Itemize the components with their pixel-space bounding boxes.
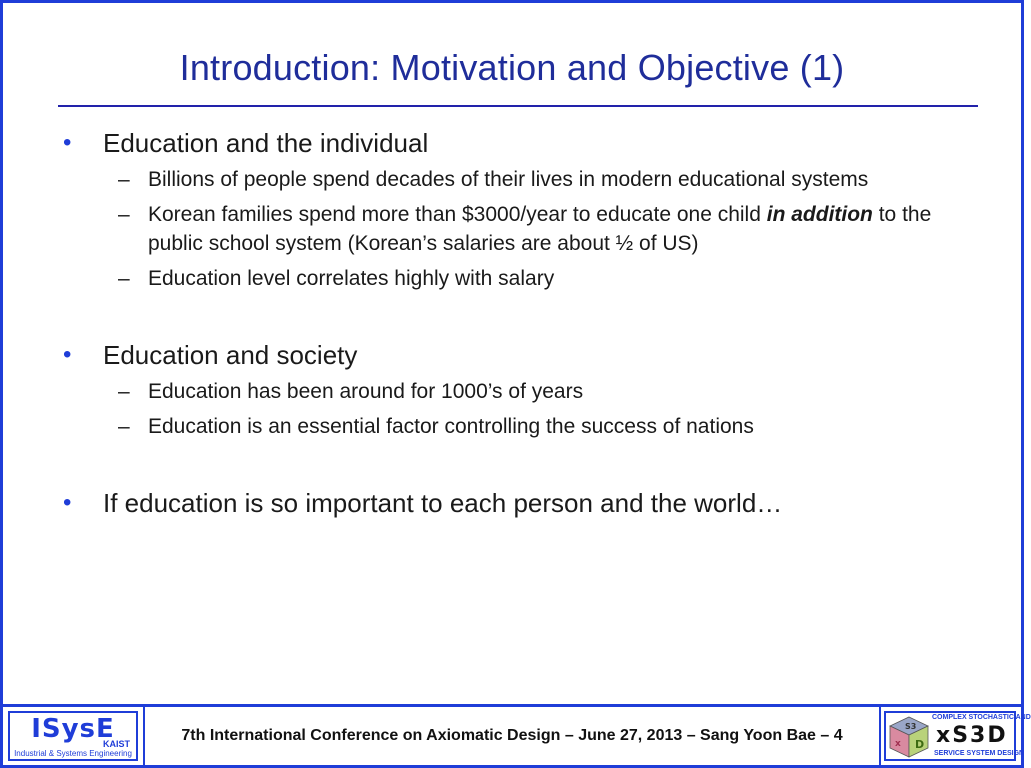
sub-bullet <box>63 200 983 258</box>
logo-bottom-text: SERVICE SYSTEM DESIGN <box>934 750 1025 757</box>
sub-bullet-text: Education has been around for 1000’s of years <box>148 380 584 403</box>
bullet-education-society <box>63 339 983 371</box>
sub-bullet-text: Billions of people spend decades of their lives in modern educational systems <box>148 168 869 191</box>
footer-caption: 7th International Conference on Axiomatic Design – June 27, 2013 – Sang Yoon Bae – 4 <box>143 707 881 765</box>
dash-marker: – <box>118 168 130 191</box>
logo-sub-text: KAIST <box>103 739 130 749</box>
cube-icon <box>888 715 930 759</box>
xs3d-logo <box>884 711 1031 761</box>
sub-bullet <box>63 264 983 293</box>
logo-brand-text: xS3D <box>936 723 1008 748</box>
dash-marker: – <box>118 380 130 403</box>
dash-marker: – <box>118 415 130 438</box>
svg-text:D: D <box>915 738 925 751</box>
slide-footer <box>3 704 1031 765</box>
bullet-if-education <box>63 487 983 519</box>
isyse-kaist-logo <box>8 711 138 761</box>
svg-text:x: x <box>895 739 901 749</box>
bullet-marker: • <box>63 341 72 368</box>
sub-bullet <box>63 412 983 441</box>
dash-marker: – <box>118 203 130 226</box>
bullet-text: Education and the individual <box>103 128 429 158</box>
bullet-text: If education is so important to each person and the world… <box>103 488 783 518</box>
sub-bullet <box>63 165 983 194</box>
slide-content <box>63 127 983 519</box>
bullet-marker: • <box>63 489 72 516</box>
spacer <box>63 293 983 339</box>
spacer <box>63 441 983 487</box>
sub-bullet <box>63 377 983 406</box>
emphasis-text: in addition <box>766 203 873 226</box>
slide-title: Introduction: Motivation and Objective (1) <box>179 47 845 88</box>
title-divider <box>58 105 978 107</box>
sub-bullet-text: Education is an essential factor controlling the success of nations <box>148 415 754 438</box>
logo-top-text: COMPLEX STOCHASTIC AND <box>932 714 1031 721</box>
logo-main-text: ISysE <box>31 714 115 744</box>
sub-bullet-text: Education level correlates highly with salary <box>148 267 555 290</box>
dash-marker: – <box>118 267 130 290</box>
svg-text:S3: S3 <box>905 722 917 731</box>
bullet-text: Education and society <box>103 340 358 370</box>
sub-bullet-text-cont: to the public school system (Korean’s salaries are about ½ of US) <box>148 203 932 255</box>
logo-caption: Industrial & Systems Engineering <box>14 749 132 758</box>
bullet-marker: • <box>63 129 72 156</box>
bullet-education-individual <box>63 127 983 159</box>
sub-bullet-text: Korean families spend more than $3000/year to educate one child <box>148 203 767 226</box>
